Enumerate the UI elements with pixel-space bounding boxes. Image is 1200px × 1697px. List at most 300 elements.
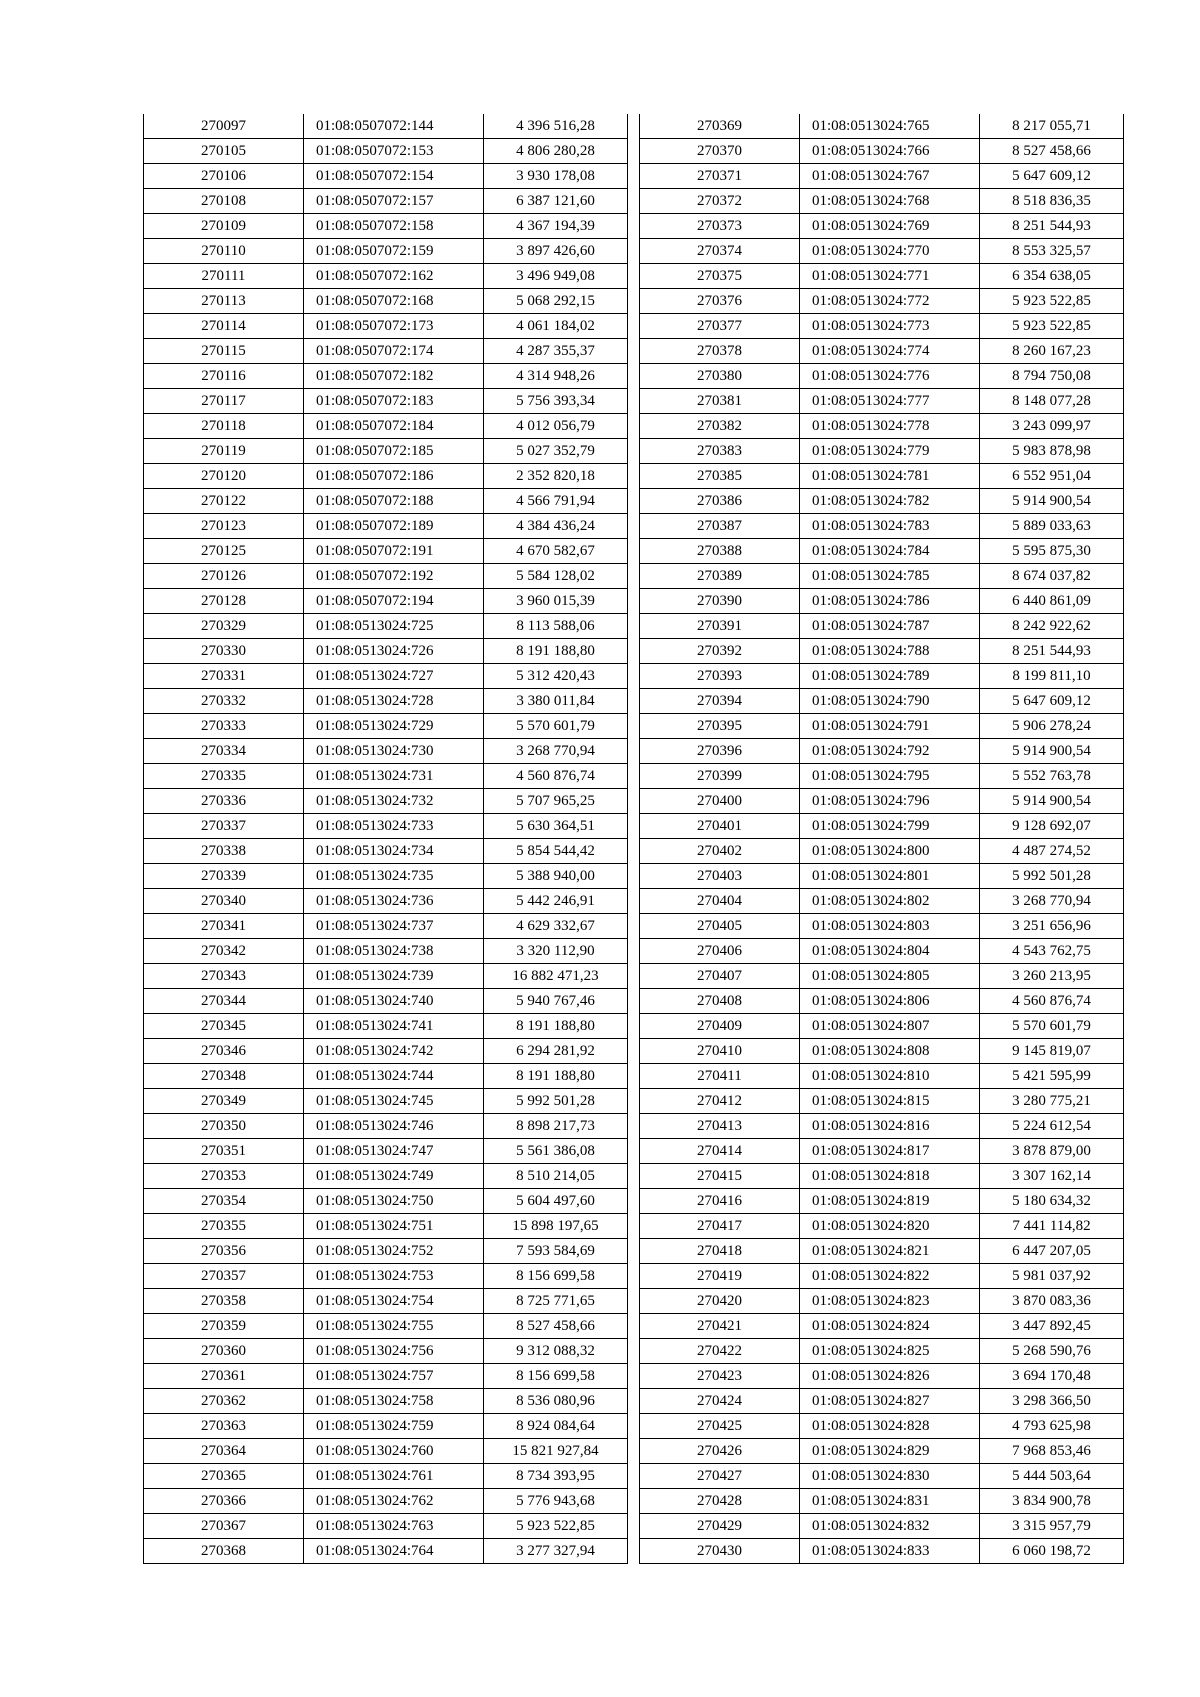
- cadastral-number-cell: 01:08:0513024:737: [304, 914, 484, 939]
- cadastral-number-cell: 01:08:0513024:828: [800, 1414, 980, 1439]
- record-number-cell: 270365: [144, 1464, 304, 1489]
- record-number-cell: 270105: [144, 139, 304, 164]
- record-number-cell: 270420: [640, 1289, 800, 1314]
- cadastral-number-cell: 01:08:0513024:734: [304, 839, 484, 864]
- cadastral-number-cell: 01:08:0513024:729: [304, 714, 484, 739]
- value-cell: 2 352 820,18: [484, 464, 628, 489]
- table-row: [144, 514, 628, 539]
- record-number-cell: 270426: [640, 1439, 800, 1464]
- cadastral-number-cell: 01:08:0513024:800: [800, 839, 980, 864]
- record-number-cell: 270386: [640, 489, 800, 514]
- cadastral-number-cell: 01:08:0513024:804: [800, 939, 980, 964]
- record-number-cell: 270346: [144, 1039, 304, 1064]
- cadastral-number-cell: 01:08:0513024:787: [800, 614, 980, 639]
- record-number-cell: 270356: [144, 1239, 304, 1264]
- value-cell: 5 570 601,79: [484, 714, 628, 739]
- value-cell: 5 914 900,54: [980, 489, 1124, 514]
- value-cell: 3 834 900,78: [980, 1489, 1124, 1514]
- value-cell: 3 930 178,08: [484, 164, 628, 189]
- value-cell: 5 923 522,85: [484, 1514, 628, 1539]
- table-row: [640, 1314, 1124, 1339]
- cadastral-number-cell: 01:08:0513024:791: [800, 714, 980, 739]
- record-number-cell: 270119: [144, 439, 304, 464]
- table-row: [640, 914, 1124, 939]
- table-row: [640, 464, 1124, 489]
- value-cell: 5 561 386,08: [484, 1139, 628, 1164]
- table-row: [640, 1189, 1124, 1214]
- table-row: [640, 964, 1124, 989]
- cadastral-number-cell: 01:08:0513024:758: [304, 1389, 484, 1414]
- cadastral-number-cell: 01:08:0513024:738: [304, 939, 484, 964]
- cadastral-number-cell: 01:08:0507072:173: [304, 314, 484, 339]
- data-table-left: [143, 114, 628, 1564]
- table-row: [144, 939, 628, 964]
- table-row: [640, 1364, 1124, 1389]
- cadastral-number-cell: 01:08:0513024:801: [800, 864, 980, 889]
- record-number-cell: 270375: [640, 264, 800, 289]
- cadastral-number-cell: 01:08:0513024:818: [800, 1164, 980, 1189]
- table-row: [144, 539, 628, 564]
- table-row: [640, 289, 1124, 314]
- value-cell: 8 217 055,71: [980, 114, 1124, 139]
- table-row: [144, 914, 628, 939]
- table-row: [144, 239, 628, 264]
- record-number-cell: 270413: [640, 1114, 800, 1139]
- cadastral-number-cell: 01:08:0513024:808: [800, 1039, 980, 1064]
- value-cell: 8 898 217,73: [484, 1114, 628, 1139]
- record-number-cell: 270390: [640, 589, 800, 614]
- value-cell: 8 191 188,80: [484, 1014, 628, 1039]
- table-row: [144, 1414, 628, 1439]
- cadastral-number-cell: 01:08:0513024:777: [800, 389, 980, 414]
- record-number-cell: 270414: [640, 1139, 800, 1164]
- table-row: [144, 339, 628, 364]
- record-number-cell: 270394: [640, 689, 800, 714]
- record-number-cell: 270370: [640, 139, 800, 164]
- value-cell: 5 756 393,34: [484, 389, 628, 414]
- record-number-cell: 270128: [144, 589, 304, 614]
- value-cell: 8 536 080,96: [484, 1389, 628, 1414]
- record-number-cell: 270110: [144, 239, 304, 264]
- value-cell: 5 444 503,64: [980, 1464, 1124, 1489]
- table-row: [144, 1314, 628, 1339]
- cadastral-number-cell: 01:08:0507072:168: [304, 289, 484, 314]
- table-row: [640, 639, 1124, 664]
- cadastral-number-cell: 01:08:0513024:772: [800, 289, 980, 314]
- value-cell: 3 380 011,84: [484, 689, 628, 714]
- table-row: [144, 1389, 628, 1414]
- cadastral-number-cell: 01:08:0513024:795: [800, 764, 980, 789]
- table-row: [144, 1264, 628, 1289]
- value-cell: 3 447 892,45: [980, 1314, 1124, 1339]
- record-number-cell: 270418: [640, 1239, 800, 1264]
- cadastral-number-cell: 01:08:0507072:162: [304, 264, 484, 289]
- table-row: [144, 1039, 628, 1064]
- cadastral-number-cell: 01:08:0513024:822: [800, 1264, 980, 1289]
- cadastral-number-cell: 01:08:0513024:790: [800, 689, 980, 714]
- record-number-cell: 270361: [144, 1364, 304, 1389]
- table-row: [144, 489, 628, 514]
- record-number-cell: 270330: [144, 639, 304, 664]
- cadastral-number-cell: 01:08:0513024:805: [800, 964, 980, 989]
- cadastral-number-cell: 01:08:0513024:750: [304, 1189, 484, 1214]
- table-row: [144, 1464, 628, 1489]
- record-number-cell: 270401: [640, 814, 800, 839]
- value-cell: 8 156 699,58: [484, 1364, 628, 1389]
- value-cell: 3 870 083,36: [980, 1289, 1124, 1314]
- cadastral-number-cell: 01:08:0507072:157: [304, 189, 484, 214]
- record-number-cell: 270366: [144, 1489, 304, 1514]
- table-row: [640, 1114, 1124, 1139]
- record-number-cell: 270354: [144, 1189, 304, 1214]
- table-row: [640, 789, 1124, 814]
- table-row: [144, 1164, 628, 1189]
- cadastral-number-cell: 01:08:0513024:726: [304, 639, 484, 664]
- table-row: [144, 864, 628, 889]
- table-row: [640, 1489, 1124, 1514]
- table-row: [640, 114, 1124, 139]
- table-row: [144, 1089, 628, 1114]
- value-cell: 5 027 352,79: [484, 439, 628, 464]
- table-row: [144, 414, 628, 439]
- value-cell: 4 806 280,28: [484, 139, 628, 164]
- table-row: [640, 1539, 1124, 1564]
- cadastral-number-cell: 01:08:0513024:747: [304, 1139, 484, 1164]
- record-number-cell: 270423: [640, 1364, 800, 1389]
- value-cell: 4 012 056,79: [484, 414, 628, 439]
- table-row: [144, 764, 628, 789]
- record-number-cell: 270334: [144, 739, 304, 764]
- table-row: [640, 239, 1124, 264]
- value-cell: 5 312 420,43: [484, 664, 628, 689]
- cadastral-number-cell: 01:08:0513024:760: [304, 1439, 484, 1464]
- cadastral-number-cell: 01:08:0507072:153: [304, 139, 484, 164]
- record-number-cell: 270424: [640, 1389, 800, 1414]
- value-cell: 3 878 879,00: [980, 1139, 1124, 1164]
- value-cell: 9 128 692,07: [980, 814, 1124, 839]
- value-cell: 3 243 099,97: [980, 414, 1124, 439]
- value-cell: 5 068 292,15: [484, 289, 628, 314]
- table-row: [640, 864, 1124, 889]
- value-cell: 5 923 522,85: [980, 314, 1124, 339]
- cadastral-number-cell: 01:08:0513024:810: [800, 1064, 980, 1089]
- record-number-cell: 270419: [640, 1264, 800, 1289]
- value-cell: 4 543 762,75: [980, 939, 1124, 964]
- cadastral-number-cell: 01:08:0513024:730: [304, 739, 484, 764]
- cadastral-number-cell: 01:08:0513024:766: [800, 139, 980, 164]
- value-cell: 8 924 084,64: [484, 1414, 628, 1439]
- table-row: [640, 139, 1124, 164]
- record-number-cell: 270387: [640, 514, 800, 539]
- value-cell: 8 527 458,66: [484, 1314, 628, 1339]
- value-cell: 5 224 612,54: [980, 1114, 1124, 1139]
- cadastral-number-cell: 01:08:0513024:768: [800, 189, 980, 214]
- table-row: [640, 1514, 1124, 1539]
- record-number-cell: 270342: [144, 939, 304, 964]
- cadastral-number-cell: 01:08:0513024:741: [304, 1014, 484, 1039]
- value-cell: 5 923 522,85: [980, 289, 1124, 314]
- table-row: [640, 314, 1124, 339]
- cadastral-number-cell: 01:08:0513024:831: [800, 1489, 980, 1514]
- cadastral-number-cell: 01:08:0513024:773: [800, 314, 980, 339]
- cadastral-number-cell: 01:08:0507072:192: [304, 564, 484, 589]
- value-cell: 8 251 544,93: [980, 639, 1124, 664]
- table-row: [640, 839, 1124, 864]
- record-number-cell: 270108: [144, 189, 304, 214]
- value-cell: 8 113 588,06: [484, 614, 628, 639]
- value-cell: 5 707 965,25: [484, 789, 628, 814]
- value-cell: 5 992 501,28: [980, 864, 1124, 889]
- table-row: [144, 1014, 628, 1039]
- table-row: [640, 1064, 1124, 1089]
- cadastral-number-cell: 01:08:0513024:799: [800, 814, 980, 839]
- cadastral-number-cell: 01:08:0513024:765: [800, 114, 980, 139]
- cadastral-number-cell: 01:08:0513024:774: [800, 339, 980, 364]
- table-row: [640, 614, 1124, 639]
- record-number-cell: 270351: [144, 1139, 304, 1164]
- value-cell: 5 776 943,68: [484, 1489, 628, 1514]
- cadastral-number-cell: 01:08:0513024:792: [800, 739, 980, 764]
- value-cell: 8 148 077,28: [980, 389, 1124, 414]
- value-cell: 5 442 246,91: [484, 889, 628, 914]
- table-row: [144, 464, 628, 489]
- value-cell: 3 315 957,79: [980, 1514, 1124, 1539]
- cadastral-number-cell: 01:08:0513024:756: [304, 1339, 484, 1364]
- table-row: [144, 189, 628, 214]
- value-cell: 8 191 188,80: [484, 639, 628, 664]
- table-row: [144, 714, 628, 739]
- cadastral-number-cell: 01:08:0513024:769: [800, 214, 980, 239]
- record-number-cell: 270123: [144, 514, 304, 539]
- value-cell: 3 280 775,21: [980, 1089, 1124, 1114]
- record-number-cell: 270395: [640, 714, 800, 739]
- cadastral-number-cell: 01:08:0513024:807: [800, 1014, 980, 1039]
- cadastral-number-cell: 01:08:0513024:815: [800, 1089, 980, 1114]
- cadastral-number-cell: 01:08:0513024:763: [304, 1514, 484, 1539]
- record-number-cell: 270412: [640, 1089, 800, 1114]
- table-row: [144, 1064, 628, 1089]
- cadastral-number-cell: 01:08:0513024:745: [304, 1089, 484, 1114]
- record-number-cell: 270363: [144, 1414, 304, 1439]
- table-row: [144, 889, 628, 914]
- table-row: [144, 389, 628, 414]
- cadastral-number-cell: 01:08:0513024:736: [304, 889, 484, 914]
- table-row: [640, 1089, 1124, 1114]
- value-cell: 8 510 214,05: [484, 1164, 628, 1189]
- cadastral-number-cell: 01:08:0513024:753: [304, 1264, 484, 1289]
- cadastral-number-cell: 01:08:0513024:779: [800, 439, 980, 464]
- cadastral-number-cell: 01:08:0513024:832: [800, 1514, 980, 1539]
- table-row: [144, 114, 628, 139]
- cadastral-number-cell: 01:08:0513024:788: [800, 639, 980, 664]
- table-row: [144, 814, 628, 839]
- record-number-cell: 270405: [640, 914, 800, 939]
- table-row: [640, 1289, 1124, 1314]
- value-cell: 5 914 900,54: [980, 739, 1124, 764]
- cadastral-number-cell: 01:08:0513024:727: [304, 664, 484, 689]
- value-cell: 5 889 033,63: [980, 514, 1124, 539]
- cadastral-number-cell: 01:08:0513024:728: [304, 689, 484, 714]
- cadastral-number-cell: 01:08:0513024:752: [304, 1239, 484, 1264]
- value-cell: 5 981 037,92: [980, 1264, 1124, 1289]
- table-row: [640, 414, 1124, 439]
- cadastral-number-cell: 01:08:0507072:144: [304, 114, 484, 139]
- data-table-right: [639, 114, 1124, 1564]
- value-cell: 3 268 770,94: [980, 889, 1124, 914]
- cadastral-number-cell: 01:08:0513024:802: [800, 889, 980, 914]
- table-row: [144, 964, 628, 989]
- value-cell: 4 560 876,74: [484, 764, 628, 789]
- value-cell: 5 914 900,54: [980, 789, 1124, 814]
- record-number-cell: 270377: [640, 314, 800, 339]
- table-row: [640, 214, 1124, 239]
- cadastral-number-cell: 01:08:0513024:782: [800, 489, 980, 514]
- record-number-cell: 270383: [640, 439, 800, 464]
- cadastral-number-cell: 01:08:0507072:182: [304, 364, 484, 389]
- cadastral-number-cell: 01:08:0513024:746: [304, 1114, 484, 1139]
- cadastral-number-cell: 01:08:0513024:733: [304, 814, 484, 839]
- record-number-cell: 270393: [640, 664, 800, 689]
- cadastral-number-cell: 01:08:0513024:789: [800, 664, 980, 689]
- table-row: [640, 439, 1124, 464]
- table-row: [640, 1239, 1124, 1264]
- cadastral-number-cell: 01:08:0513024:742: [304, 1039, 484, 1064]
- value-cell: 15 898 197,65: [484, 1214, 628, 1239]
- value-cell: 4 566 791,94: [484, 489, 628, 514]
- record-number-cell: 270410: [640, 1039, 800, 1064]
- cadastral-number-cell: 01:08:0507072:159: [304, 239, 484, 264]
- cadastral-number-cell: 01:08:0513024:829: [800, 1439, 980, 1464]
- record-number-cell: 270358: [144, 1289, 304, 1314]
- value-cell: 6 387 121,60: [484, 189, 628, 214]
- value-cell: 7 593 584,69: [484, 1239, 628, 1264]
- cadastral-number-cell: 01:08:0513024:744: [304, 1064, 484, 1089]
- record-number-cell: 270427: [640, 1464, 800, 1489]
- cadastral-number-cell: 01:08:0513024:783: [800, 514, 980, 539]
- table-row: [144, 1189, 628, 1214]
- table-row: [144, 1364, 628, 1389]
- table-body-left: [144, 114, 628, 1564]
- value-cell: 8 725 771,65: [484, 1289, 628, 1314]
- value-cell: 8 199 811,10: [980, 664, 1124, 689]
- cadastral-number-cell: 01:08:0513024:761: [304, 1464, 484, 1489]
- value-cell: 6 354 638,05: [980, 264, 1124, 289]
- value-cell: 9 145 819,07: [980, 1039, 1124, 1064]
- value-cell: 4 384 436,24: [484, 514, 628, 539]
- table-row: [144, 364, 628, 389]
- record-number-cell: 270373: [640, 214, 800, 239]
- record-number-cell: 270116: [144, 364, 304, 389]
- table-row: [144, 1489, 628, 1514]
- record-number-cell: 270425: [640, 1414, 800, 1439]
- table-row: [640, 589, 1124, 614]
- record-number-cell: 270359: [144, 1314, 304, 1339]
- table-row: [640, 889, 1124, 914]
- value-cell: 5 421 595,99: [980, 1064, 1124, 1089]
- cadastral-number-cell: 01:08:0507072:184: [304, 414, 484, 439]
- record-number-cell: 270372: [640, 189, 800, 214]
- cadastral-number-cell: 01:08:0513024:725: [304, 614, 484, 639]
- cadastral-number-cell: 01:08:0513024:786: [800, 589, 980, 614]
- table-row: [640, 1039, 1124, 1064]
- record-number-cell: 270350: [144, 1114, 304, 1139]
- record-number-cell: 270114: [144, 314, 304, 339]
- record-number-cell: 270408: [640, 989, 800, 1014]
- record-number-cell: 270126: [144, 564, 304, 589]
- record-number-cell: 270409: [640, 1014, 800, 1039]
- value-cell: 6 060 198,72: [980, 1539, 1124, 1564]
- record-number-cell: 270400: [640, 789, 800, 814]
- value-cell: 4 487 274,52: [980, 839, 1124, 864]
- record-number-cell: 270117: [144, 389, 304, 414]
- table-row: [640, 564, 1124, 589]
- value-cell: 4 670 582,67: [484, 539, 628, 564]
- record-number-cell: 270402: [640, 839, 800, 864]
- table-row: [144, 214, 628, 239]
- cadastral-number-cell: 01:08:0507072:158: [304, 214, 484, 239]
- table-row: [640, 1214, 1124, 1239]
- record-number-cell: 270336: [144, 789, 304, 814]
- cadastral-number-cell: 01:08:0513024:735: [304, 864, 484, 889]
- table-body-right: [640, 114, 1124, 1564]
- table-row: [640, 489, 1124, 514]
- record-number-cell: 270111: [144, 264, 304, 289]
- table-row: [640, 339, 1124, 364]
- cadastral-number-cell: 01:08:0513024:731: [304, 764, 484, 789]
- cadastral-number-cell: 01:08:0513024:764: [304, 1539, 484, 1564]
- table-row: [144, 564, 628, 589]
- value-cell: 5 388 940,00: [484, 864, 628, 889]
- cadastral-number-cell: 01:08:0513024:778: [800, 414, 980, 439]
- value-cell: 5 983 878,98: [980, 439, 1124, 464]
- cadastral-number-cell: 01:08:0513024:767: [800, 164, 980, 189]
- cadastral-number-cell: 01:08:0507072:188: [304, 489, 484, 514]
- table-row: [640, 989, 1124, 1014]
- record-number-cell: 270422: [640, 1339, 800, 1364]
- table-row: [640, 1014, 1124, 1039]
- cadastral-number-cell: 01:08:0507072:191: [304, 539, 484, 564]
- value-cell: 5 584 128,02: [484, 564, 628, 589]
- value-cell: 5 552 763,78: [980, 764, 1124, 789]
- value-cell: 5 604 497,60: [484, 1189, 628, 1214]
- record-number-cell: 270417: [640, 1214, 800, 1239]
- table-row: [144, 1339, 628, 1364]
- record-number-cell: 270097: [144, 114, 304, 139]
- value-cell: 3 897 426,60: [484, 239, 628, 264]
- record-number-cell: 270378: [640, 339, 800, 364]
- record-number-cell: 270391: [640, 614, 800, 639]
- cadastral-number-cell: 01:08:0513024:739: [304, 964, 484, 989]
- cadastral-number-cell: 01:08:0513024:771: [800, 264, 980, 289]
- value-cell: 5 595 875,30: [980, 539, 1124, 564]
- value-cell: 3 260 213,95: [980, 964, 1124, 989]
- record-number-cell: 270332: [144, 689, 304, 714]
- record-number-cell: 270407: [640, 964, 800, 989]
- value-cell: 5 268 590,76: [980, 1339, 1124, 1364]
- record-number-cell: 270345: [144, 1014, 304, 1039]
- record-number-cell: 270389: [640, 564, 800, 589]
- value-cell: 4 314 948,26: [484, 364, 628, 389]
- value-cell: 16 882 471,23: [484, 964, 628, 989]
- table-row: [144, 639, 628, 664]
- table-row: [640, 514, 1124, 539]
- record-number-cell: 270341: [144, 914, 304, 939]
- value-cell: 5 647 609,12: [980, 164, 1124, 189]
- cadastral-number-cell: 01:08:0513024:770: [800, 239, 980, 264]
- record-number-cell: 270337: [144, 814, 304, 839]
- record-number-cell: 270364: [144, 1439, 304, 1464]
- record-number-cell: 270120: [144, 464, 304, 489]
